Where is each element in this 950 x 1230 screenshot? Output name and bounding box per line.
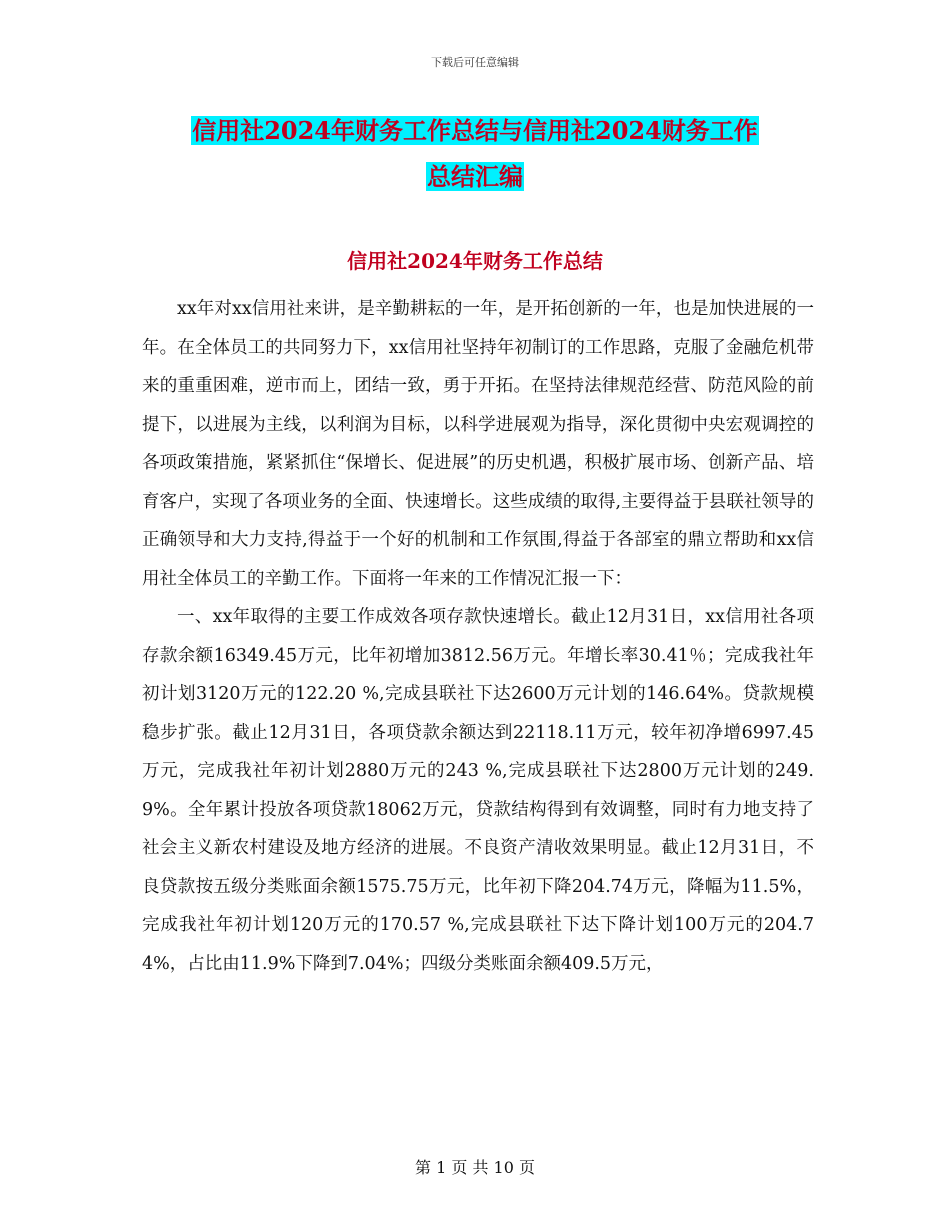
paragraph-achievements: 一、xx年取得的主要工作成效各项存款快速增长。截止12月31日，xx信用社各项存款余额16349.45万元，比年初增加3812.56万元。年增长率30.41％；完成我社年初计划3120万元的122.20 %,完成县联社下达2600万元计划的146.64%。贷款规模稳步扩张。截止12月31日，各项贷款余额达到22118.11万元，较年初净增6997.45万元，完成我社年初计划2880万元的243 %,完成县联社下达2800万元计划的249.9%。全年累计投放各项贷款18062万元，贷款结构得到有效调整，同时有力地支持了社会主义新农村建设及地方经济的进展。不良资产清收效果明显。截止12月31日，不良贷款按五级分类账面余额1575.75万元，比年初下降204.74万元，降幅为11.5%，完成我社年初计划120万元的170.57 %,完成县联社下达下降计划100万元的204.74%，占比由11.9%下降到7.04%；四级分类账面余额409.5万元，	[142, 607, 814, 974]
document-title-line2: 总结汇编	[427, 162, 523, 191]
document-body	[142, 290, 814, 983]
document-title	[0, 108, 950, 200]
page-header-note: 下载后可任意编辑	[431, 56, 519, 69]
page-footer-indicator: 第 1 页 共 10 页	[415, 1158, 535, 1177]
section-title: 信用社2024年财务工作总结	[347, 249, 603, 273]
document-title-line1: 信用社2024年财务工作总结与信用社2024财务工作	[192, 116, 758, 145]
paragraph-intro: xx年对xx信用社来讲，是辛勤耕耘的一年，是开拓创新的一年，也是加快进展的一年。在全体员工的共同努力下，xx信用社坚持年初制订的工作思路，克服了金融危机带来的重重困难，逆市而上，团结一致，勇于开拓。在坚持法律规范经营、防范风险的前提下，以进展为主线，以利润为目标，以科学进展观为指导，深化贯彻中央宏观调控的各项政策措施，紧紧抓住“保增长、促进展”的历史机遇，积极扩展市场、创新产品、培育客户，实现了各项业务的全面、快速增长。这些成绩的取得,主要得益于县联社领导的正确领导和大力支持,得益于一个好的机制和工作氛围,得益于各部室的鼎立帮助和xx信用社全体员工的辛勤工作。下面将一年来的工作情况汇报一下：	[142, 299, 814, 589]
